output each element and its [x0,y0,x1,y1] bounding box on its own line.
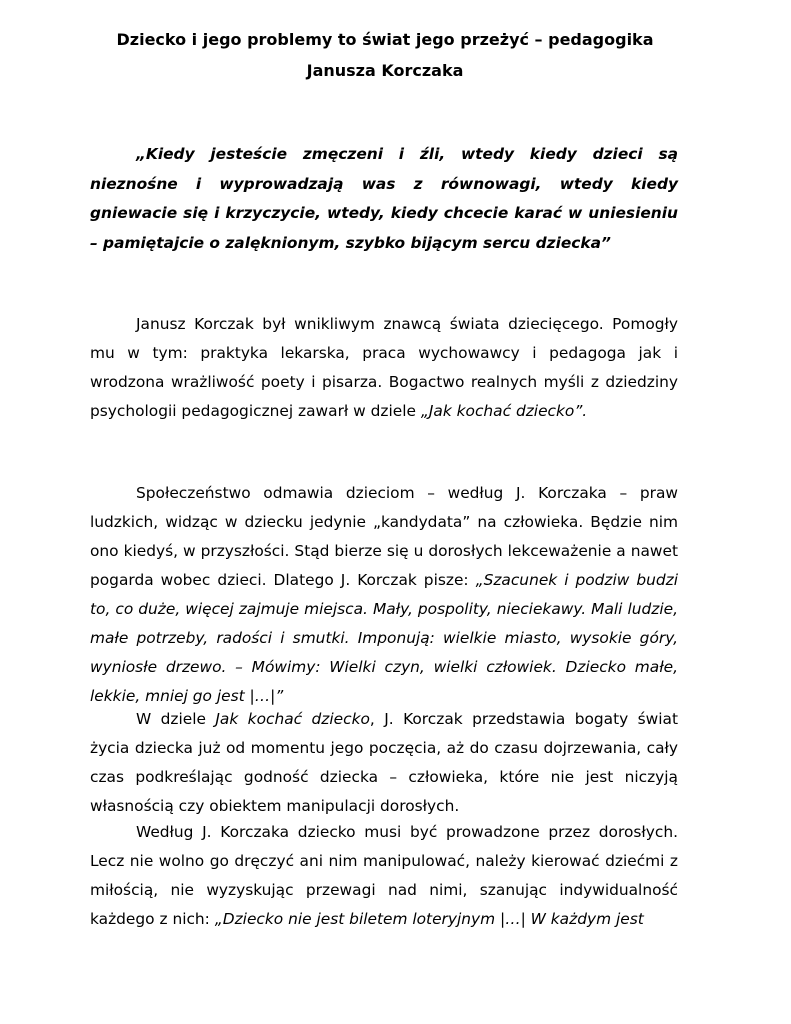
paragraph-2-quote: „Szacunek i podziw budzi to, co duże, więcej zajmuje miejsca. Mały, pospolity, nieciekawy. Mali ludzie, małe potrzeby, radości i smutki. Imponują: wielkie miasto, wysokie góry, wyniosłe drzewo. – Mówimy: Wielki czyn, wielki człowiek. Dziecko małe, lekkie, mniej go jest |…|” [90,571,678,705]
document-title-line-1: Dziecko i jego problemy to świat jego przeżyć – pedagogika [116,30,654,49]
document-title [90,24,680,86]
paragraph-3-book-title: Jak kochać dziecko [215,710,370,728]
epigraph-quote: „Kiedy jesteście zmęczeni i źli, wtedy kiedy dzieci są nieznośne i wyprowadzają was z równowagi, wtedy kiedy gniewacie się i krzyczycie, wtedy, kiedy chcecie karać w uniesieniu – pamiętajcie o zalęknionym, szybko bijącym sercu dziecka” [90,145,678,252]
paragraph-4-text: Według J. Korczaka dziecko musi być prowadzone przez dorosłych. Lecz nie wolno go dręczyć ani nim manipulować, należy kierować dziećmi z miłością, nie wyzyskując przewagi nad nimi, szanując indywidualność każdego z nich: [90,823,678,928]
paragraph-1-text: Janusz Korczak był wnikliwym znawcą świata dziecięcego. Pomogły mu w tym: praktyka lekarska, praca wychowawcy i pedagoga jak i wrodzona wrażliwość poety i pisarza. Bogactwo realnych myśli z dziedziny psychologii pedagogicznej zawarł w dziele [90,315,678,420]
paragraph-2 [90,479,678,711]
document-title-line-2: Janusza Korczaka [306,61,464,80]
paragraph-3 [90,705,678,821]
paragraph-3-text-before: W dziele [136,710,216,728]
paragraph-4 [90,818,678,934]
paragraph-1-book-title: „Jak kochać dziecko”. [420,402,588,420]
paragraph-2-text: Społeczeństwo odmawia dzieciom – według J. Korczaka – praw ludzkich, widząc w dziecku jedynie „kandydata” na człowieka. Będzie nim ono kiedyś, w przyszłości. Stąd bierze się u dorosłych lekceważenie a nawet pogarda wobec dzieci. Dlatego J. Korczak pisze: [90,484,678,589]
paragraph-3-text-after: , J. Korczak przedstawia bogaty świat życia dziecka już od momentu jego poczęcia, aż do czasu dojrzewania, cały czas podkreślając godność dziecka – człowieka, które nie jest niczyją własnością czy obiektem manipulacji dorosłych. [90,710,678,815]
paragraph-4-quote: „Dziecko nie jest biletem loteryjnym |…| W każdym jest [214,910,644,928]
paragraph-1 [90,310,678,426]
